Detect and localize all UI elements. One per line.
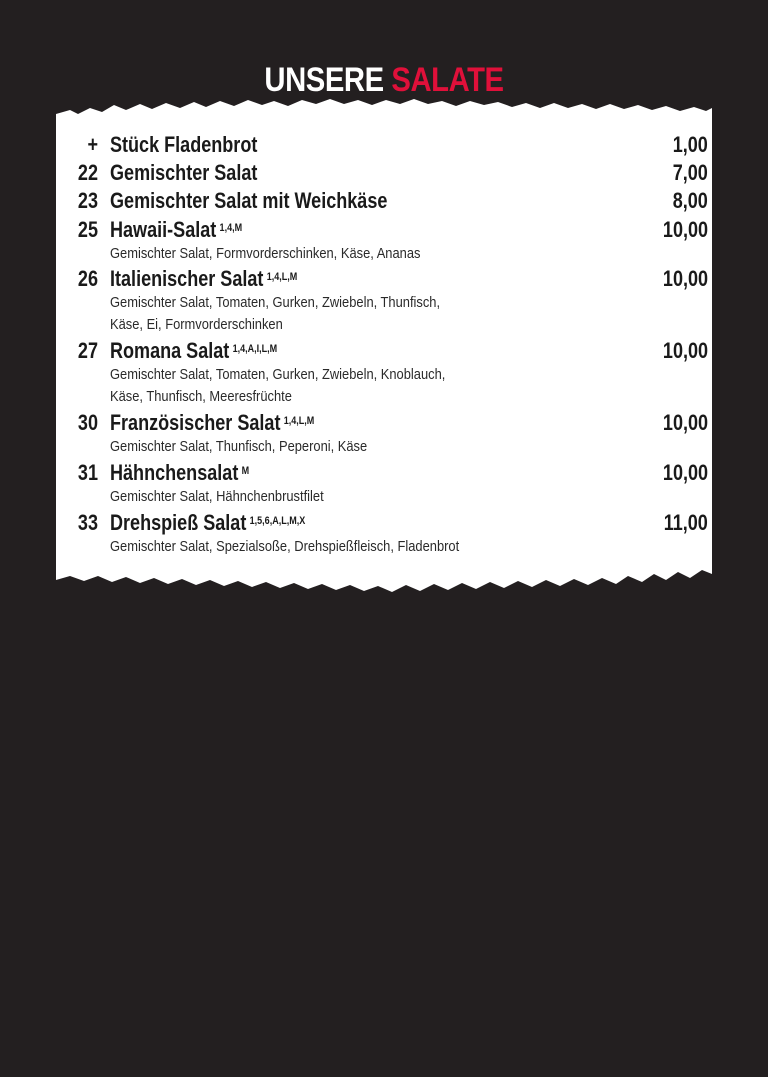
item-number: 25 — [77, 217, 98, 242]
item-price: 10,00 — [662, 338, 708, 363]
item-name: Italienischer Salat $^{1,4,L,M}$ — [110, 266, 298, 291]
item-price: 8,00 — [672, 188, 708, 213]
item-price: 7,00 — [672, 160, 708, 185]
item-name: Romana Salat $^{1,4,A,I,L,M}$ — [110, 338, 278, 363]
item-number: + — [87, 132, 98, 157]
item-name: Drehspieß Salat $^{1,5,6,A,L,M,X}$ — [110, 510, 306, 535]
item-number: 22 — [77, 160, 98, 185]
item-number: 31 — [77, 460, 98, 485]
item-price: 10,00 — [662, 266, 708, 291]
allergen-codes: 1,4,L,M — [266, 271, 298, 283]
item-price: 10,00 — [662, 410, 708, 435]
allergen-codes: M — [241, 465, 250, 477]
page-title — [54, 58, 714, 102]
item-description: Gemischter Salat, Tomaten, Gurken, Zwiebeln, Thunfisch, Käse, Ei, Formvorderschinken — [110, 294, 441, 333]
title-part-2: SALATE — [391, 61, 504, 99]
item-price: 10,00 — [662, 460, 708, 485]
item-description: Gemischter Salat, Spezialsoße, Drehspießfleisch, Fladenbrot — [110, 538, 460, 555]
item-description: Gemischter Salat, Thunfisch, Peperoni, Käse — [110, 438, 368, 455]
allergen-codes: 1,4,L,M — [283, 415, 315, 427]
item-name: Stück Fladenbrot — [110, 132, 258, 157]
title-part-1: UNSERE — [264, 61, 384, 99]
item-description: Gemischter Salat, Hähnchenbrustfilet — [110, 488, 324, 505]
item-number: 27 — [77, 338, 98, 363]
item-number: 26 — [77, 266, 98, 291]
allergen-codes: 1,4,A,I,L,M — [232, 343, 278, 355]
item-number: 33 — [77, 510, 98, 535]
allergen-codes: 1,5,6,A,L,M,X — [249, 515, 306, 527]
item-price: 11,00 — [663, 510, 708, 535]
item-description: Gemischter Salat, Tomaten, Gurken, Zwiebeln, Knoblauch, Käse, Thunfisch, Meeresfrüchte — [110, 366, 446, 405]
item-price: 10,00 — [662, 217, 708, 242]
item-description: Gemischter Salat, Formvorderschinken, Käse, Ananas — [110, 245, 421, 262]
item-name: Gemischter Salat — [110, 160, 258, 185]
item-number: 30 — [77, 410, 98, 435]
item-name: Hawaii-Salat $^{1,4,M}$ — [110, 217, 243, 242]
item-name: Französischer Salat $^{1,4,L,M}$ — [110, 410, 315, 435]
allergen-codes: 1,4,M — [219, 222, 243, 234]
item-name: Gemischter Salat mit Weichkäse — [110, 188, 388, 213]
item-price: 1,00 — [672, 132, 708, 157]
item-number: 23 — [77, 188, 98, 213]
item-name: Hähnchensalat $^M$ — [110, 460, 250, 485]
